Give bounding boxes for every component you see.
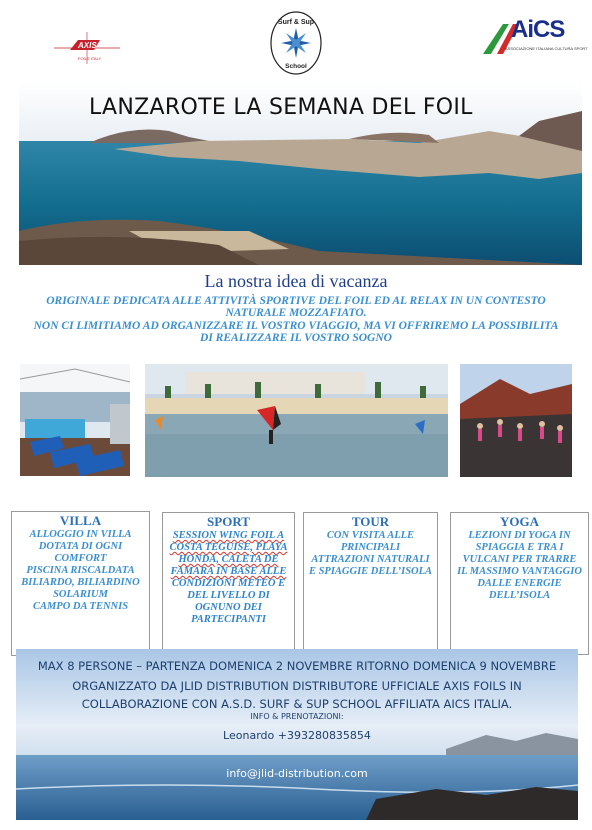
banner-phone: Leonardo +393280835854 bbox=[223, 729, 371, 742]
tour-text: CON VISITA ALLE PRINCIPALI ATTRAZIONI NATURALI E SPIAGGIE DELL’ISOLA bbox=[308, 530, 433, 577]
aics-wordmark: AiCS bbox=[511, 16, 565, 43]
intro-line-4: DI REALIZZARE IL VOSTRO SOGNO bbox=[200, 332, 392, 344]
banner-organizer-1: ORGANIZZATO DA JLID DISTRIBUTION DISTRIBUTORE UFFICIALE AXIS FOILS IN bbox=[72, 679, 522, 693]
aics-subtitle: ASSOCIAZIONE ITALIANA CULTURA SPORT bbox=[505, 46, 588, 51]
intro-line-2: NATURALE MOZZAFIATO. bbox=[225, 307, 367, 319]
yoga-volcano-photo bbox=[460, 364, 572, 477]
sport-line-5: CONDIZIONI METEO E bbox=[171, 578, 286, 589]
surf-sup-school-logo bbox=[269, 10, 323, 76]
sport-line-7: OGNUNO DEI bbox=[195, 602, 262, 613]
villa-text: ALLOGGIO IN VILLA DOTATA DI OGNI COMFORT PISCINA RISCALDATA BILIARDO, BILIARDINO SOLARIUM CAMPO DA TENNIS bbox=[21, 529, 140, 612]
hero-image-lanzarote-coast bbox=[19, 81, 582, 265]
sport-text bbox=[163, 530, 294, 626]
sport-title: SPORT bbox=[207, 514, 250, 529]
villa-box bbox=[11, 511, 150, 656]
svg-text:FOILS ITALY: FOILS ITALY bbox=[78, 56, 102, 61]
yoga-title: YOGA bbox=[500, 514, 539, 529]
intro-line-1: ORIGINALE DEDICATA ALLE ATTIVITÀ SPORTIVE DEL FOIL ED AL RELAX IN UN CONTESTO bbox=[46, 295, 546, 307]
tour-box bbox=[303, 512, 438, 654]
hero-title: LANZAROTE LA SEMANA DEL FOIL bbox=[89, 95, 473, 120]
villa-title: VILLA bbox=[59, 513, 102, 528]
aics-logo bbox=[483, 16, 588, 56]
svg-text:AXIS: AXIS bbox=[78, 41, 97, 50]
intro-title: La nostra idea di vacanza bbox=[204, 271, 388, 291]
axis-foils-logo bbox=[48, 30, 126, 68]
intro-line-3: NON CI LIMITIAMO AD ORGANIZZARE IL VOSTRO VIAGGIO, MA VI OFFRIREMO LA POSSIBILITA bbox=[33, 320, 559, 332]
sport-line-4: FAMARA IN BASE ALLE bbox=[170, 566, 287, 577]
sport-box bbox=[162, 512, 295, 651]
banner-email-link[interactable]: info@jlid-distribution.com bbox=[226, 767, 368, 780]
villa-pool-photo bbox=[20, 364, 130, 476]
sport-line-8: PARTECIPANTI bbox=[191, 614, 266, 625]
svg-text:Surf & Sup: Surf & Sup bbox=[277, 19, 315, 26]
banner-dates: MAX 8 PERSONE – PARTENZA DOMENICA 2 NOVEMBRE RITORNO DOMENICA 9 NOVEMBRE bbox=[37, 659, 557, 673]
svg-text:School: School bbox=[285, 63, 307, 70]
tour-title: TOUR bbox=[351, 514, 390, 529]
yoga-text: LEZIONI DI YOGA IN SPIAGGIA E TRA I VULCANI PER TRARRE IL MASSIMO VANTAGGIO DALLE ENERGIE DELL’ISOLA bbox=[457, 530, 582, 601]
banner-organizer-2: COLLABORAZIONE CON A.S.D. SURF & SUP SCHOOL AFFILIATA AICS ITALIA. bbox=[81, 697, 513, 711]
sport-line-2: COSTA TEGUISE, PLAYA bbox=[169, 542, 288, 553]
sport-line-6: DEL LIVELLO DI bbox=[187, 590, 270, 601]
yoga-box bbox=[450, 512, 589, 655]
wing-foil-beach-photo bbox=[145, 364, 448, 477]
sport-line-3: HONDA, CALETA DE bbox=[178, 554, 279, 565]
sport-line-1: SESSION WING FOIL A bbox=[172, 530, 285, 541]
banner-info-label: INFO & PRENOTAZIONI: bbox=[250, 712, 344, 721]
